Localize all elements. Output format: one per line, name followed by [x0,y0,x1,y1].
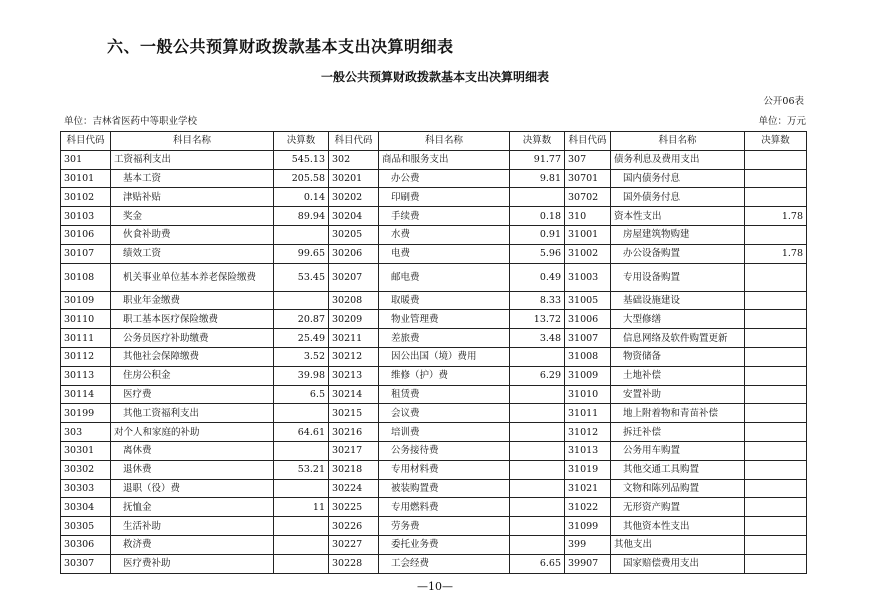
table-row [61,225,807,244]
subject-code-cell: 30102 [61,188,111,207]
amount-cell [745,150,807,169]
subject-name-cell: 职业年金缴费 [111,291,274,310]
subject-name-cell: 退休费 [111,460,274,479]
column-header: 科目名称 [611,132,745,151]
subject-name-cell: 土地补偿 [611,366,745,385]
amount-cell: 0.18 [510,207,565,226]
amount-cell: 1.78 [745,244,807,263]
amount-cell [745,366,807,385]
subject-code-cell: 30201 [329,169,379,188]
subject-name-cell: 电费 [379,244,510,263]
subject-name-cell: 因公出国（境）费用 [379,347,510,366]
subject-code-cell: 30204 [329,207,379,226]
subject-name-cell: 办公费 [379,169,510,188]
subject-code-cell: 30303 [61,479,111,498]
table-row [61,535,807,554]
unit-currency: 单位：万元 [758,116,806,127]
subject-name-cell: 物资储备 [611,347,745,366]
subject-name-cell: 其他资本性支出 [611,517,745,536]
subject-code-cell: 399 [565,535,611,554]
subject-code-cell: 30305 [61,517,111,536]
subject-name-cell: 租赁费 [379,385,510,404]
subject-name-cell: 邮电费 [379,263,510,291]
table-title: 一般公共预算财政拨款基本支出决算明细表 [320,70,549,84]
subject-code-cell: 30108 [61,263,111,291]
amount-cell [745,517,807,536]
subject-code-cell: 30207 [329,263,379,291]
amount-cell [745,291,807,310]
amount-cell [510,535,565,554]
amount-cell [510,188,565,207]
subject-code-cell: 30111 [61,329,111,348]
amount-cell [274,535,329,554]
subject-code-cell: 30209 [329,310,379,329]
subject-name-cell: 培训费 [379,423,510,442]
subject-code-cell: 30206 [329,244,379,263]
subject-name-cell: 专用燃料费 [379,498,510,517]
column-header: 科目名称 [379,132,510,151]
table-row [61,423,807,442]
subject-code-cell: 30208 [329,291,379,310]
amount-cell: 64.61 [274,423,329,442]
amount-cell [745,188,807,207]
table-row [61,150,807,169]
subject-code-cell: 30307 [61,554,111,573]
amount-cell [510,385,565,404]
amount-cell [274,554,329,573]
subject-name-cell: 专用材料费 [379,460,510,479]
amount-cell [510,423,565,442]
amount-cell: 53.21 [274,460,329,479]
subject-code-cell: 30215 [329,404,379,423]
subject-name-cell: 绩效工资 [111,244,274,263]
subject-name-cell: 伙食补助费 [111,225,274,244]
amount-cell [274,225,329,244]
subject-code-cell: 30110 [61,310,111,329]
subject-code-cell: 30302 [61,460,111,479]
subject-code-cell: 30306 [61,535,111,554]
amount-cell: 0.91 [510,225,565,244]
subject-name-cell: 债务利息及费用支出 [611,150,745,169]
amount-cell: 5.96 [510,244,565,263]
subject-name-cell: 拆迁补偿 [611,423,745,442]
subject-name-cell: 离休费 [111,441,274,460]
subject-name-cell: 专用设备购置 [611,263,745,291]
subject-code-cell: 30226 [329,517,379,536]
amount-cell [745,535,807,554]
amount-cell: 3.48 [510,329,565,348]
subject-code-cell: 30106 [61,225,111,244]
subject-code-cell: 30217 [329,441,379,460]
subject-code-cell: 39907 [565,554,611,573]
amount-cell [510,460,565,479]
amount-cell [745,423,807,442]
subject-code-cell: 30109 [61,291,111,310]
amount-cell [745,169,807,188]
subject-code-cell: 30107 [61,244,111,263]
table-row [61,517,807,536]
subject-name-cell: 商品和服务支出 [379,150,510,169]
subject-name-cell: 国外债务付息 [611,188,745,207]
amount-cell [274,404,329,423]
amount-cell [510,498,565,517]
subject-name-cell: 资本性支出 [611,207,745,226]
subject-code-cell: 31011 [565,404,611,423]
subject-code-cell: 30224 [329,479,379,498]
table-row [61,310,807,329]
column-header: 科目代码 [565,132,611,151]
subject-name-cell: 退职（役）费 [111,479,274,498]
subject-name-cell: 奖金 [111,207,274,226]
subject-name-cell: 抚恤金 [111,498,274,517]
subject-code-cell: 31010 [565,385,611,404]
subject-name-cell: 津贴补贴 [111,188,274,207]
amount-cell: 99.65 [274,244,329,263]
amount-cell: 6.65 [510,554,565,573]
table-number: 公开06表 [763,96,804,107]
table-header-row [61,132,807,151]
subject-name-cell: 大型修缮 [611,310,745,329]
subject-name-cell: 手续费 [379,207,510,226]
subject-code-cell: 301 [61,150,111,169]
section-heading: 六、一般公共预算财政拨款基本支出决算明细表 [107,37,454,56]
subject-name-cell: 无形资产购置 [611,498,745,517]
unit-organization: 单位：吉林省医药中等职业学校 [64,116,198,127]
subject-name-cell: 劳务费 [379,517,510,536]
subject-code-cell: 30101 [61,169,111,188]
subject-code-cell: 30205 [329,225,379,244]
subject-name-cell: 住房公积金 [111,366,274,385]
subject-name-cell: 生活补助 [111,517,274,536]
table-row [61,479,807,498]
amount-cell: 6.29 [510,366,565,385]
table-row [61,207,807,226]
column-header: 科目名称 [111,132,274,151]
subject-name-cell: 地上附着物和青苗补偿 [611,404,745,423]
amount-cell [745,310,807,329]
subject-code-cell: 30218 [329,460,379,479]
amount-cell [745,263,807,291]
amount-cell [510,517,565,536]
table-row [61,329,807,348]
amount-cell: 0.49 [510,263,565,291]
subject-name-cell: 办公设备购置 [611,244,745,263]
subject-name-cell: 印刷费 [379,188,510,207]
subject-name-cell: 其他工资福利支出 [111,404,274,423]
subject-name-cell: 救济费 [111,535,274,554]
subject-code-cell: 30212 [329,347,379,366]
subject-name-cell: 文物和陈列品购置 [611,479,745,498]
amount-cell: 545.13 [274,150,329,169]
subject-code-cell: 31099 [565,517,611,536]
subject-code-cell: 30225 [329,498,379,517]
subject-name-cell: 工资福利支出 [111,150,274,169]
amount-cell: 11 [274,498,329,517]
budget-table [60,131,807,574]
subject-name-cell: 基础设施建设 [611,291,745,310]
amount-cell [745,225,807,244]
subject-name-cell: 其他交通工具购置 [611,460,745,479]
amount-cell: 53.45 [274,263,329,291]
table-row [61,169,807,188]
column-header: 决算数 [510,132,565,151]
amount-cell [745,460,807,479]
subject-name-cell: 被装购置费 [379,479,510,498]
amount-cell: 0.14 [274,188,329,207]
subject-name-cell: 公务接待费 [379,441,510,460]
subject-code-cell: 30114 [61,385,111,404]
table-row [61,460,807,479]
subject-name-cell: 国家赔偿费用支出 [611,554,745,573]
table-row [61,441,807,460]
subject-code-cell: 30701 [565,169,611,188]
subject-code-cell: 30301 [61,441,111,460]
amount-cell [745,441,807,460]
subject-name-cell: 物业管理费 [379,310,510,329]
subject-name-cell: 安置补助 [611,385,745,404]
amount-cell: 3.52 [274,347,329,366]
amount-cell: 25.49 [274,329,329,348]
table-row [61,498,807,517]
subject-code-cell: 31002 [565,244,611,263]
subject-code-cell: 310 [565,207,611,226]
subject-name-cell: 其他支出 [611,535,745,554]
subject-code-cell: 31009 [565,366,611,385]
subject-name-cell: 水费 [379,225,510,244]
page-number: —10— [417,580,453,593]
amount-cell [745,554,807,573]
subject-name-cell: 职工基本医疗保险缴费 [111,310,274,329]
unit-row [64,113,806,127]
subject-code-cell: 30227 [329,535,379,554]
subject-code-cell: 307 [565,150,611,169]
subject-code-cell: 302 [329,150,379,169]
subject-code-cell: 31007 [565,329,611,348]
subject-name-cell: 其他社会保障缴费 [111,347,274,366]
subject-code-cell: 30103 [61,207,111,226]
amount-cell: 1.78 [745,207,807,226]
subject-code-cell: 31012 [565,423,611,442]
subject-code-cell: 31022 [565,498,611,517]
subject-name-cell: 房屋建筑物购建 [611,225,745,244]
subject-name-cell: 机关事业单位基本养老保险缴费 [111,263,274,291]
table-row [61,554,807,573]
subject-name-cell: 委托业务费 [379,535,510,554]
subject-code-cell: 303 [61,423,111,442]
table-row [61,347,807,366]
subject-name-cell: 基本工资 [111,169,274,188]
amount-cell: 89.94 [274,207,329,226]
amount-cell: 39.98 [274,366,329,385]
subject-code-cell: 30216 [329,423,379,442]
amount-cell [745,329,807,348]
table-row [61,366,807,385]
subject-code-cell: 31005 [565,291,611,310]
amount-cell [274,479,329,498]
subject-code-cell: 31013 [565,441,611,460]
amount-cell [510,441,565,460]
subject-name-cell: 医疗费 [111,385,274,404]
table-row [61,385,807,404]
amount-cell: 205.58 [274,169,329,188]
subject-code-cell: 31021 [565,479,611,498]
subject-code-cell: 30202 [329,188,379,207]
subject-name-cell: 维修（护）费 [379,366,510,385]
amount-cell: 9.81 [510,169,565,188]
subject-code-cell: 31019 [565,460,611,479]
table-row [61,291,807,310]
amount-cell [745,385,807,404]
column-header: 决算数 [274,132,329,151]
amount-cell [510,404,565,423]
amount-cell [510,347,565,366]
amount-cell: 91.77 [510,150,565,169]
subject-name-cell: 工会经费 [379,554,510,573]
amount-cell: 6.5 [274,385,329,404]
subject-name-cell: 公务员医疗补助缴费 [111,329,274,348]
column-header: 决算数 [745,132,807,151]
subject-code-cell: 31008 [565,347,611,366]
subject-code-cell: 30702 [565,188,611,207]
subject-code-cell: 31006 [565,310,611,329]
amount-cell [274,441,329,460]
amount-cell [745,498,807,517]
amount-cell: 20.87 [274,310,329,329]
column-header: 科目代码 [329,132,379,151]
amount-cell [274,517,329,536]
column-header: 科目代码 [61,132,111,151]
subject-code-cell: 30113 [61,366,111,385]
table-row [61,263,807,291]
subject-name-cell: 对个人和家庭的补助 [111,423,274,442]
amount-cell [745,404,807,423]
amount-cell: 8.33 [510,291,565,310]
subject-code-cell: 31001 [565,225,611,244]
subject-code-cell: 30112 [61,347,111,366]
table-row [61,188,807,207]
subject-name-cell: 取暖费 [379,291,510,310]
subject-name-cell: 会议费 [379,404,510,423]
subject-name-cell: 差旅费 [379,329,510,348]
subject-name-cell: 信息网络及软件购置更新 [611,329,745,348]
amount-cell: 13.72 [510,310,565,329]
subject-name-cell: 公务用车购置 [611,441,745,460]
subject-code-cell: 31003 [565,263,611,291]
amount-cell [274,291,329,310]
subject-code-cell: 30199 [61,404,111,423]
subject-name-cell: 医疗费补助 [111,554,274,573]
table-row [61,244,807,263]
amount-cell [510,479,565,498]
amount-cell [745,479,807,498]
subject-code-cell: 30228 [329,554,379,573]
table-row [61,404,807,423]
amount-cell [745,347,807,366]
subject-code-cell: 30211 [329,329,379,348]
subject-name-cell: 国内债务付息 [611,169,745,188]
subject-code-cell: 30213 [329,366,379,385]
subject-code-cell: 30304 [61,498,111,517]
subject-code-cell: 30214 [329,385,379,404]
